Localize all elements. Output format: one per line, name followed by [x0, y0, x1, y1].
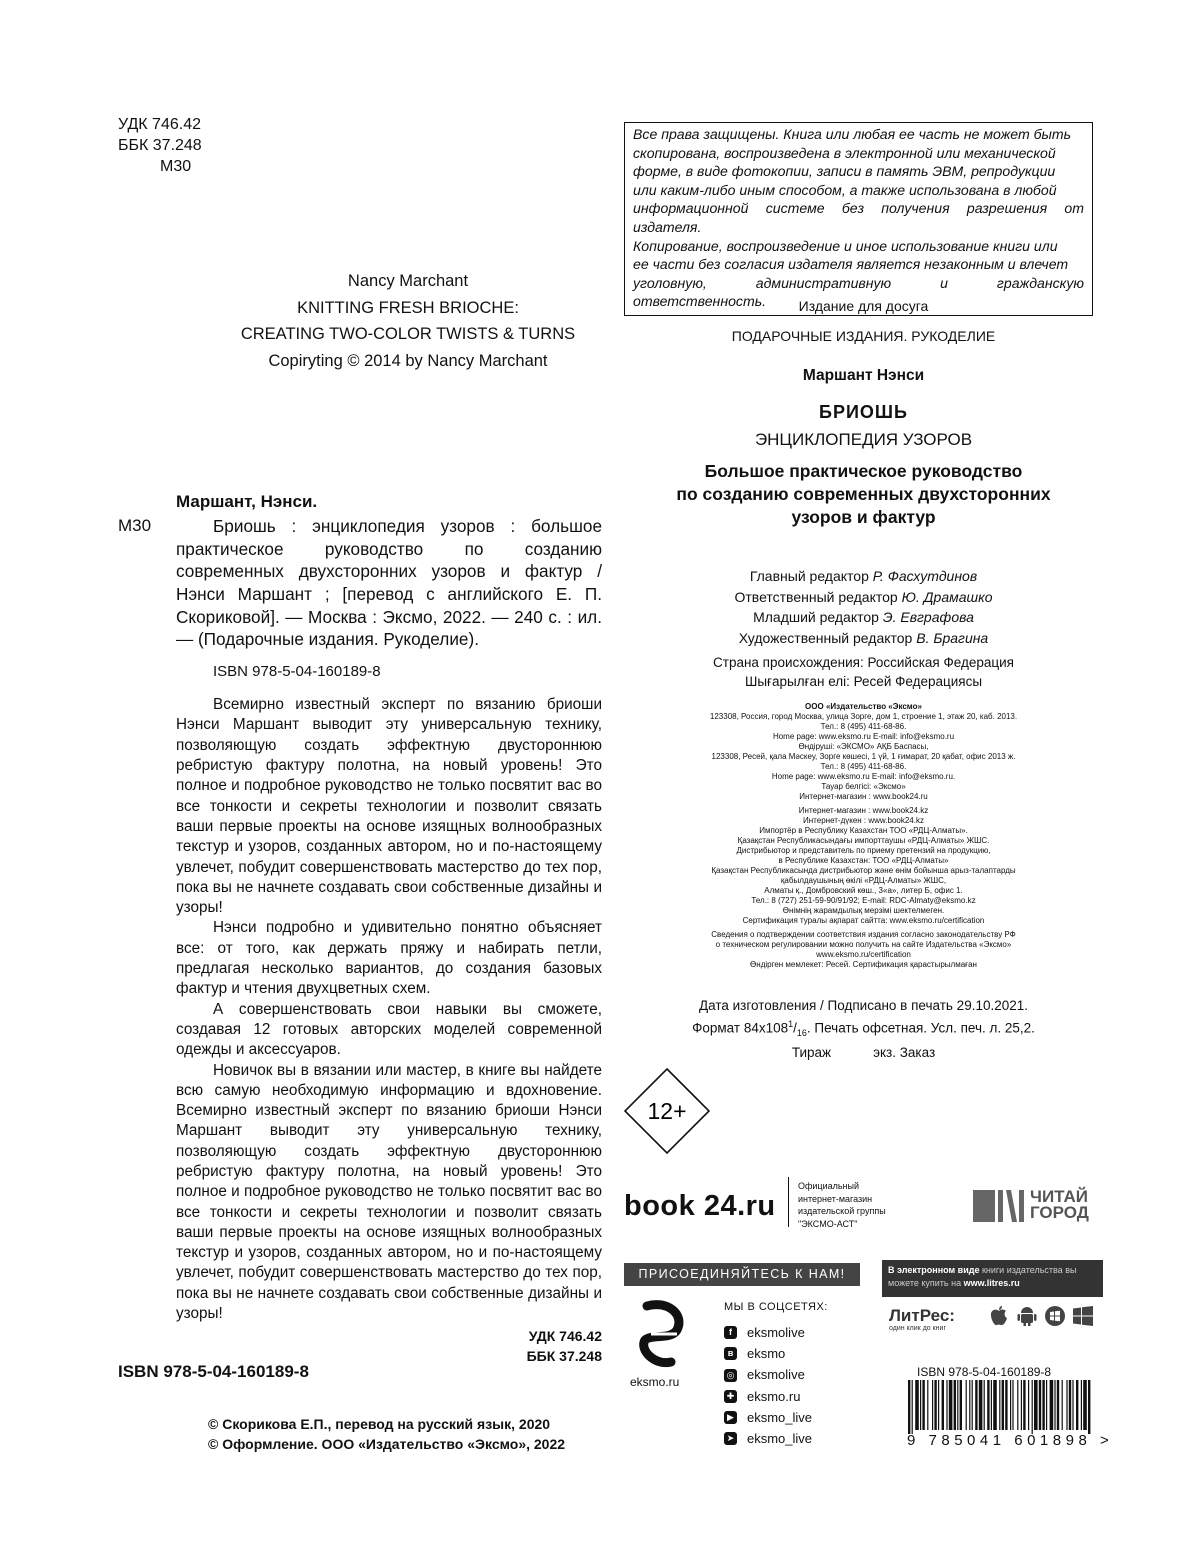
annotation-paragraph: Нэнси подробно и удивительно понятно объясняет все: от того, как держать пряжу и набирать петли, предлагая несколько вариантов, до создания базовых фактур и чтения двухцветных схем.	[176, 919, 602, 998]
barcode-bar	[993, 1380, 997, 1430]
print-date: Дата изготовления / Подписано в печать 29.10.2021.	[699, 998, 1028, 1013]
publisher-line: 123308, Россия, город Москва, улица Зорге, дом 1, строение 1, этаж 20, каб. 2013.	[709, 712, 1018, 721]
barcode-bar	[1081, 1380, 1082, 1430]
barcode-bar	[946, 1380, 947, 1430]
publisher-line: ООО «Издательство «Эксмо»	[805, 702, 922, 711]
copyright-translation: © Скорикова Е.П., перевод на русский язык, 2020	[208, 1416, 551, 1432]
udk-code: УДК 746.42	[118, 116, 201, 133]
editor-role: Художественный редактор	[738, 629, 913, 646]
rights-line: информационной системе без получения разрешения от издателя.	[633, 200, 1084, 235]
subtitle-line: по созданию современных двухсторонних	[676, 484, 1051, 504]
original-edition	[150, 268, 666, 374]
subtitle-line: узоров и фактур	[791, 507, 936, 527]
editor-role: Ответственный редактор	[734, 588, 898, 605]
imprint-subtitle: ЭНЦИКЛОПЕДИЯ УЗОРОВ	[754, 430, 973, 449]
editor-row	[624, 587, 1103, 608]
social-item	[724, 1343, 812, 1364]
barcode-bar	[1083, 1380, 1087, 1430]
eksmo-url: eksmo.ru	[630, 1375, 680, 1389]
barcode-bar	[975, 1380, 977, 1430]
publisher-line: 123308, Ресей, қала Мәскеу, Зорге көшесі, 1 үй, 1 ғимарат, 20 қабат, офис 2013 ж.	[711, 752, 1016, 761]
barcode-digits: 9 785041 601898 >	[907, 1432, 1114, 1449]
age-rating-diamond	[624, 1068, 710, 1154]
editors-list	[624, 566, 1103, 648]
youtube-icon: ▶	[724, 1411, 737, 1424]
annotation-paragraph: Всемирно известный эксперт по вязанию бриоши Нэнси Маршант выводит эту универсальную технику, позволяющую создать эффектную двустороннюю ребристую фактуру полотна, на новый уровень! Это полное и подробное руководство не только посвятит вас во все тонкости и секреты технологии и позволит связать ваши первые проекты на основе изящных волнообразных текстур и узоров, созданных автором, но и по-настоящему увлечет, побудит совершенствовать мастерство до тех пор, пока вы не начнете создавать свои собственные дизайны и узоры!	[176, 696, 602, 917]
bibliographic-record	[118, 491, 602, 1366]
litres-banner: В электронном виде книги издательства вы можете купить на www.litres.ru	[882, 1260, 1103, 1297]
barcode-bar	[949, 1380, 953, 1430]
editor-name: Ю. Драмашко	[901, 588, 993, 605]
barcode-bar	[938, 1380, 939, 1430]
social-handle: eksmo.ru	[747, 1388, 801, 1404]
publisher-line: Сертификация туралы ақпарат сайтта: www.eksmo.ru/certification	[742, 916, 985, 925]
age-rating	[624, 1068, 710, 1154]
book24-caption: Официальный интернет-магазин издательской группы "ЭКСМО-АСТ"	[798, 1181, 886, 1229]
publisher-line: Интернет-магазин : www.book24.kz	[798, 806, 929, 815]
bib-bbk: ББК 37.248	[526, 1348, 602, 1365]
barcode-bar	[1028, 1380, 1029, 1430]
publisher-line: Өндірген мемлекет: Ресей. Сертификация қарастырылмаған	[750, 960, 977, 969]
original-title-2: CREATING TWO-COLOR TWISTS & TURNS	[240, 325, 576, 343]
print-format: Формат $84x108^1/_{16}$. Печать офсетная. Усл. печ. л. 25,2.	[692, 1019, 1035, 1039]
publisher-line: Тел.: 8 (495) 411-68-86.	[820, 762, 907, 771]
bbk-code: ББК 37.248	[118, 137, 202, 154]
barcode-bar	[1069, 1380, 1071, 1430]
barcode-bar	[932, 1380, 933, 1430]
publisher-line: в Республике Казахстан: ТОО «РДЦ-Алматы»	[778, 856, 949, 865]
bib-isbn: ISBN 978-5-04-160189-8	[213, 662, 381, 680]
series-label: ПОДАРОЧНЫЕ ИЗДАНИЯ. РУКОДЕЛИЕ	[731, 328, 996, 344]
barcode-bar	[1088, 1380, 1090, 1434]
svg-text:12+: 12+	[647, 1098, 687, 1124]
origin-ru: Страна происхождения: Российская Федерация	[713, 655, 1014, 670]
rights-notice	[624, 122, 1093, 316]
barcode-bar	[927, 1380, 928, 1430]
barcode-bar	[1046, 1380, 1047, 1430]
rights-line: форме, в виде фотокопии, записи в память ЭВМ, репродукции	[633, 163, 1056, 180]
barcode-bar	[966, 1380, 967, 1430]
editor-role: Главный редактор	[749, 568, 869, 584]
litres-logo: ЛитРес:	[889, 1306, 955, 1325]
imprint-author: Маршант Нэнси	[802, 367, 925, 384]
barcode-bar	[1023, 1380, 1025, 1430]
publisher-line: Қазақстан Республикасында дистрибьютор және өнім бойынша арыз-талаптарды	[711, 866, 1016, 875]
publisher-line: Қазақстан Республикасындағы импорттаушы «РДЦ-Алматы» ЖШС.	[737, 836, 990, 845]
editor-name: Э. Евграфова	[882, 609, 974, 625]
editor-row	[624, 566, 1103, 587]
barcode-isbn: ISBN 978-5-04-160189-8	[917, 1365, 1052, 1379]
join-banner: ПРИСОЕДИНЯЙТЕСЬ К НАМ!	[624, 1263, 860, 1286]
barcode-bar	[1054, 1380, 1055, 1430]
divider	[788, 1177, 789, 1227]
rights-line: ее части без согласия издателя является незаконным и влечет	[633, 256, 1069, 273]
windows-icon	[1072, 1305, 1094, 1327]
social-item	[724, 1364, 812, 1385]
social-item	[724, 1428, 812, 1449]
barcode-bar	[960, 1380, 962, 1430]
barcode-bar	[908, 1380, 910, 1434]
publisher-line: Home page: www.eksmo.ru E-mail: info@eksmo.ru	[772, 732, 955, 741]
print-run: Тираж экз. Заказ	[791, 1045, 936, 1061]
barcode-bar	[1012, 1380, 1013, 1430]
barcode-bar	[984, 1380, 985, 1430]
barcode-bar	[920, 1380, 921, 1430]
platform-icons	[988, 1305, 1094, 1327]
publisher-line: Өнімнің жарамдылық мерзімі шектелмеген.	[782, 906, 945, 915]
annotation-paragraph: Новичок вы в вязании или мастер, в книге вы найдете всю самую необходимую информацию и вдохновение. Всемирно известный эксперт по вязанию бриоши Нэнси Маршант выводит эту универсальную технику, позволяющую создать эффектную двустороннюю ребристую фактуру полотна, на новый уровень! Это полное и подробное руководство не только посвятит вас во все тонкости и секреты технологии и позволит связать ваши первые проекты на основе изящных волнообразных текстур и узоров, созданных автором, но и по-настоящему увлечет, побудит совершенствовать мастерство до тех пор, пока вы не начнете создавать свои собственные дизайны и узоры!	[176, 1061, 602, 1323]
publisher-line: Алматы қ., Домбровский көш., 3«а», литер Б, офис 1.	[764, 886, 963, 895]
publisher-line: Тел.: 8 (727) 251-59-90/91/92; E-mail: RDC-Almaty@eksmo.kz	[751, 896, 976, 905]
publisher-line: Өндіруші: «ЭКСМО» АҚБ Баспасы,	[798, 742, 929, 751]
vk-icon: в	[724, 1347, 737, 1360]
facebook-icon: f	[724, 1326, 737, 1339]
barcode-bar	[1005, 1380, 1007, 1430]
barcode-bar	[972, 1380, 973, 1430]
chitai-gorod-icon	[973, 1187, 1025, 1223]
rights-line: или каким-либо иным способом, а также использована в любой	[633, 181, 1057, 198]
publisher-line: Тел.: 8 (495) 411-68-86.	[820, 722, 907, 731]
social-item	[724, 1386, 812, 1407]
original-copyright: Copiryting © 2014 by Nancy Marchant	[268, 351, 548, 370]
apple-icon	[988, 1305, 1010, 1327]
barcode-bar	[1072, 1380, 1073, 1430]
social-item	[724, 1407, 812, 1428]
print-details	[624, 996, 1103, 1062]
rights-line: Копирование, воспроизведение и иное использование книги или	[633, 237, 1058, 254]
windows-phone-icon	[1044, 1305, 1066, 1327]
social-title: МЫ В СОЦСЕТЯХ:	[724, 1301, 828, 1313]
barcode-bar	[1032, 1380, 1033, 1434]
country-of-origin	[624, 653, 1103, 691]
barcode-bar	[1039, 1380, 1041, 1430]
barcode-bar	[954, 1380, 956, 1430]
social-handle: eksmolive	[747, 1325, 805, 1340]
barcode-bar	[1002, 1380, 1004, 1430]
android-icon	[1016, 1305, 1038, 1327]
bib-code: М30	[118, 516, 152, 536]
bib-classification	[118, 1326, 602, 1366]
barcode-bar	[1057, 1380, 1059, 1430]
bib-udk: УДК 746.42	[528, 1328, 602, 1345]
eksmo-icon: ✚	[724, 1390, 737, 1403]
barcode-bar	[1066, 1380, 1067, 1430]
author-mark: М30	[160, 158, 192, 175]
eksmo-logo-icon	[637, 1300, 687, 1375]
publisher-line: Тауар белгісі: «Эксмо»	[821, 782, 906, 791]
social-handle: eksmolive	[747, 1367, 805, 1383]
publisher-details	[624, 702, 1103, 970]
leisure-label: Издание для досуга	[798, 298, 929, 314]
rights-line: скопирована, воспроизведена в электронной или механической	[633, 144, 1056, 161]
editor-name: Р. Фасхутдинов	[872, 568, 978, 584]
barcode-bar	[1042, 1380, 1044, 1430]
publisher-line: www.eksmo.ru/certification	[816, 950, 911, 959]
publisher-line: Сведения о подтверждении соответствия издания согласно законодательству РФ	[711, 930, 1016, 939]
publisher-line: Импортёр в Республику Казахстан ТОО «РДЦ-Алматы».	[759, 826, 968, 835]
publisher-line: о техническом регулировании можно получить на сайте Издательства «Эксмо»	[715, 940, 1012, 949]
social-handle: eksmo_live	[747, 1409, 813, 1425]
barcode-bar	[987, 1380, 989, 1430]
barcode-bar	[969, 1380, 970, 1430]
publisher-line: қабылдаушының өкілі «РДЦ-Алматы» ЖШС,	[780, 876, 947, 885]
chitai-gorod-text: ЧИТАЙ ГОРОД	[1030, 1187, 1089, 1222]
barcode-bar	[912, 1380, 913, 1434]
barcode-bar	[1062, 1380, 1063, 1430]
book24-logo: book 24.ru	[624, 1190, 776, 1222]
barcode-bar	[934, 1380, 936, 1430]
social-handle: eksmo	[747, 1346, 786, 1362]
social-item	[724, 1322, 812, 1343]
barcode-bar	[1050, 1380, 1054, 1430]
udk-block	[118, 114, 202, 177]
publisher-line: Home page: www.eksmo.ru E-mail: info@eksmo.ru.	[771, 772, 956, 781]
barcode-bar	[922, 1380, 924, 1430]
rights-line: Все права защищены. Книга или любая ее часть не может быть	[633, 126, 1072, 142]
barcode-bar	[1010, 1380, 1011, 1430]
editor-name: В. Брагина	[916, 629, 989, 646]
barcode	[904, 1380, 1096, 1439]
editor-role: Младший редактор	[753, 609, 879, 625]
barcode-bar	[915, 1380, 919, 1430]
barcode-bar	[1017, 1380, 1018, 1430]
social-list	[724, 1322, 812, 1449]
publisher-line: Интернет-магазин : www.book24.ru	[799, 792, 928, 801]
barcode-bar	[957, 1380, 958, 1430]
barcode-bar	[942, 1380, 944, 1430]
editor-row	[624, 607, 1103, 628]
chitai-gorod-logo	[973, 1187, 1025, 1228]
isbn-large: ISBN 978-5-04-160189-8	[118, 1362, 309, 1381]
original-title-1: KNITTING FRESH BRIOCHE:	[297, 298, 519, 317]
editor-row	[624, 628, 1103, 649]
copyright-block	[208, 1414, 565, 1454]
social-handle: eksmo_live	[747, 1431, 813, 1447]
bib-author: Маршант, Нэнси.	[176, 492, 318, 511]
annotation-paragraph: А совершенствовать свои навыки вы сможете, создавая 12 готовых авторских моделей современной одежды и аксессуаров.	[176, 1000, 602, 1059]
bib-description: Бриошь : энциклопедия узоров : большое практическое руководство по созданию современных двухсторонних узоров и фактур / Нэнси Маршант ; [перевод с английского Е. П. Скориковой]. — Москва : Эксмо, 2022. — 240 с. : ил. — (Подарочные издания. Рукоделие).	[176, 516, 602, 650]
barcode-bar	[979, 1380, 983, 1430]
publisher-line: Интернет-дүкен : www.book24.kz	[803, 816, 924, 825]
copyright-design: © Оформление. ООО «Издательство «Эксмо», 2022	[208, 1436, 566, 1452]
imprint-title: БРИОШЬ	[819, 402, 908, 422]
telegram-icon: ➤	[724, 1432, 737, 1445]
publisher-line: Дистрибьютор и представитель по приему претензий на продукцию,	[736, 846, 991, 855]
barcode-bar	[1021, 1380, 1022, 1430]
original-author: Nancy Marchant	[347, 272, 469, 290]
rights-line: уголовную, административную и гражданскую ответственность.	[633, 274, 1084, 310]
barcode-image	[904, 1380, 1096, 1434]
instagram-icon: ◎	[724, 1369, 737, 1382]
barcode-bar	[999, 1380, 1000, 1430]
barcode-bar	[991, 1380, 992, 1430]
barcode-bar	[1034, 1380, 1038, 1430]
litres-tagline: один клик до книг	[889, 1325, 947, 1332]
barcode-bar	[1076, 1380, 1078, 1430]
origin-kz: Шығарылған елі: Ресей Федерациясы	[744, 674, 983, 689]
imprint-subtitle-2	[624, 460, 1103, 529]
subtitle-line: Большое практическое руководство	[704, 461, 1023, 481]
